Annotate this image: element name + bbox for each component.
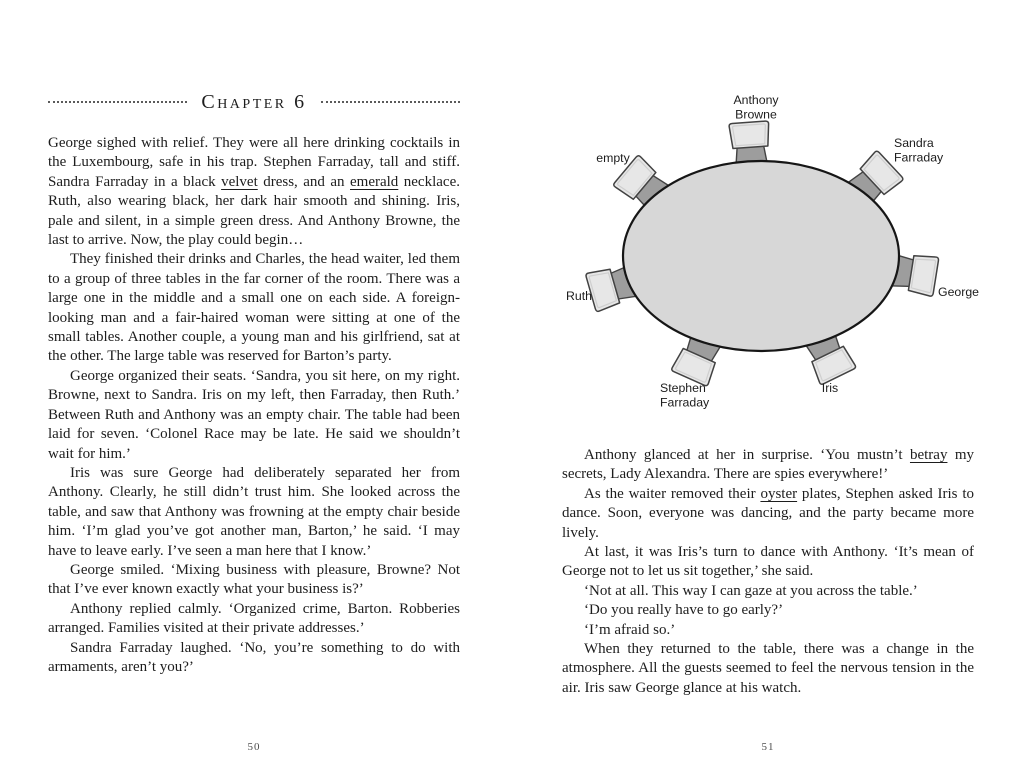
text-segment: They finished their drinks and Charles, the head waiter, led them to a group of three tables in the far corner of the room. There was a large one in the middle and a small one on each side. A foreign-looking man and a fair-haired woman were sitting at one of the small tables. Another couple, a young man and his girlfriend, sat at the other. The large table was reserved for Barton’s party. bbox=[48, 251, 460, 365]
text-segment: necklace. Ruth, also wearing black, her dark hair smooth and shining. Iris, pale and silent, in a simple green dress. And Anthony Browne, the last to arrive. Now, the play could begin… bbox=[48, 173, 460, 249]
glossary-word: betray bbox=[909, 447, 948, 463]
text-segment: ‘Do you really have to go early?’ bbox=[584, 602, 784, 619]
glossary-word: velvet bbox=[221, 173, 258, 190]
right-page-number: 51 bbox=[761, 741, 775, 753]
seat-label: Sandra Farraday bbox=[894, 136, 944, 165]
chapter-heading: Chapter 6 bbox=[201, 90, 307, 113]
text-segment: ‘I’m afraid so.’ bbox=[584, 621, 676, 638]
text-segment: dress, and an bbox=[257, 173, 350, 190]
paragraph bbox=[562, 601, 974, 620]
text-segment: plates, Stephen asked Iris to dance. Soon, everyone was dancing, and the party became more lively. bbox=[562, 485, 974, 541]
dining-table bbox=[623, 161, 899, 351]
paragraph bbox=[562, 446, 974, 485]
text-segment: At last, it was Iris’s turn to dance with Anthony. ‘It’s mean of George not to let us sit together,’ she said. bbox=[562, 544, 974, 580]
text-segment: George smiled. ‘Mixing business with pleasure, Browne? Not that I’ve ever known exactly what your business is?’ bbox=[48, 561, 460, 598]
text-segment: ‘Not at all. This way I can gaze at you across the table.’ bbox=[584, 582, 918, 599]
text-segment: When they returned to the table, there was a change in the atmosphere. All the guests seemed to feel the nervous tension in the air. Iris saw George glance at his watch. bbox=[562, 641, 974, 696]
text-segment: George sighed with relief. They were all here drinking cocktails in the Luxembourg, safe in his trap. Stephen Farraday, tall and stiff. Sandra Farraday in a black bbox=[48, 135, 460, 190]
paragraph bbox=[562, 582, 974, 601]
paragraph bbox=[562, 621, 974, 640]
glossary-word: oyster bbox=[760, 485, 798, 502]
seat-label: Ruth bbox=[566, 289, 592, 303]
text-segment: Anthony glanced at her in surprise. ‘You mustn’t bbox=[584, 447, 910, 463]
seat-label: empty bbox=[596, 151, 630, 165]
text-segment: Iris was sure George had deliberately separated her from Anthony. Clearly, he still didn’t trust him. She looked across the table, and saw that Anthony was frowning at the empty chair beside him. ‘I’m glad you’ve got another man, Barton,’ he said. ‘I may have to leave early. I’ve seen a man here that I know.’ bbox=[48, 464, 460, 559]
seat-label: Anthony Browne bbox=[733, 93, 779, 122]
paragraph bbox=[562, 543, 974, 582]
paragraph bbox=[562, 485, 974, 543]
paragraph bbox=[562, 640, 974, 698]
seating-diagram bbox=[548, 82, 1000, 428]
seat-label: Iris bbox=[821, 381, 839, 395]
text-segment: my secrets, Lady Alexandra. There are spies everywhere!’ bbox=[562, 447, 975, 483]
text-segment: Sandra Farraday laughed. ‘No, you’re something to do with armaments, aren’t you?’ bbox=[48, 639, 460, 675]
glossary-word: emerald bbox=[350, 173, 399, 190]
text-segment: George organized their seats. ‘Sandra, you sit here, on my right. Browne, next to Sandra. Iris on my left, then Farraday, then Ruth.’ Between Ruth and Anthony was an empty chair. The table had been laid for seven. ‘Colonel Race may be late. He said we shouldn’t wait for him.’ bbox=[48, 367, 460, 462]
seat-label: Stephen Farraday bbox=[660, 381, 710, 410]
left-page-number: 50 bbox=[247, 741, 261, 753]
seat-label: George bbox=[938, 285, 980, 299]
text-segment: As the waiter removed their bbox=[584, 485, 761, 502]
text-segment: Anthony replied calmly. ‘Organized crime, Barton. Robberies arranged. Families visited at their private addresses.’ bbox=[48, 600, 460, 637]
right-page-text bbox=[562, 446, 974, 698]
